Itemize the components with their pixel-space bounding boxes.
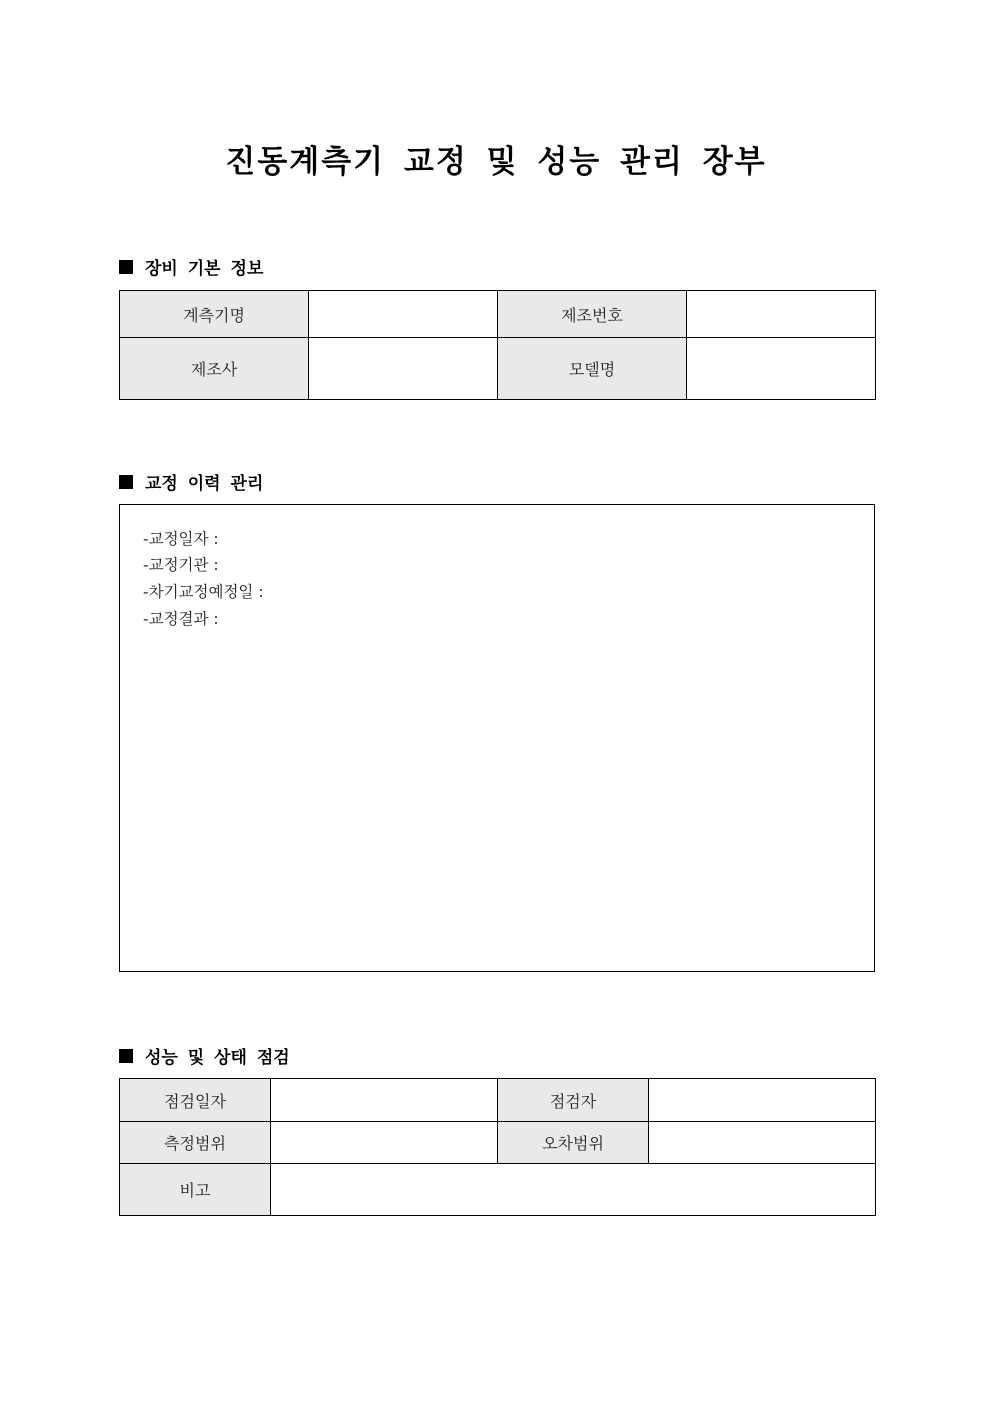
section-heading-inspection	[119, 1043, 290, 1068]
label-inspector: 점검자	[498, 1079, 649, 1122]
field-manufacturer[interactable]	[309, 338, 498, 400]
table-row	[120, 1122, 876, 1164]
equipment-info-table	[119, 290, 876, 400]
table-row	[120, 338, 876, 400]
calibration-result-line: -교정결과 :	[143, 610, 219, 628]
field-instrument-name[interactable]	[309, 291, 498, 338]
field-inspector[interactable]	[649, 1079, 876, 1122]
field-error-range[interactable]	[649, 1122, 876, 1164]
field-serial-number[interactable]	[687, 291, 876, 338]
calibration-history-box[interactable]	[119, 504, 875, 972]
label-remarks: 비고	[120, 1164, 271, 1216]
black-square-icon	[119, 475, 133, 489]
field-inspection-date[interactable]	[271, 1079, 498, 1122]
label-model-name: 모델명	[498, 338, 687, 400]
table-row	[120, 1079, 876, 1122]
inspection-table	[119, 1078, 876, 1216]
black-square-icon	[119, 1049, 133, 1063]
section-heading-text: 장비 기본 정보	[145, 259, 264, 279]
label-inspection-date: 점검일자	[120, 1079, 271, 1122]
field-remarks[interactable]	[271, 1164, 876, 1216]
next-calibration-date-line: -차기교정예정일 :	[143, 583, 264, 601]
label-error-range: 오차범위	[498, 1122, 649, 1164]
table-row	[120, 291, 876, 338]
field-measurement-range[interactable]	[271, 1122, 498, 1164]
document-title: 진동계측기 교정 및 성능 관리 장부	[225, 144, 767, 180]
label-manufacturer: 제조사	[120, 338, 309, 400]
section-heading-calibration	[119, 469, 263, 494]
calibration-agency-line: -교정기관 :	[143, 556, 219, 574]
field-model-name[interactable]	[687, 338, 876, 400]
label-serial-number: 제조번호	[498, 291, 687, 338]
section-heading-text: 교정 이력 관리	[145, 474, 264, 494]
label-instrument-name: 계측기명	[120, 291, 309, 338]
section-heading-equipment	[119, 254, 263, 279]
black-square-icon	[119, 260, 133, 274]
calibration-date-line: -교정일자 :	[143, 530, 219, 548]
label-measurement-range: 측정범위	[120, 1122, 271, 1164]
section-heading-text: 성능 및 상태 점검	[145, 1048, 290, 1068]
table-row	[120, 1164, 876, 1216]
